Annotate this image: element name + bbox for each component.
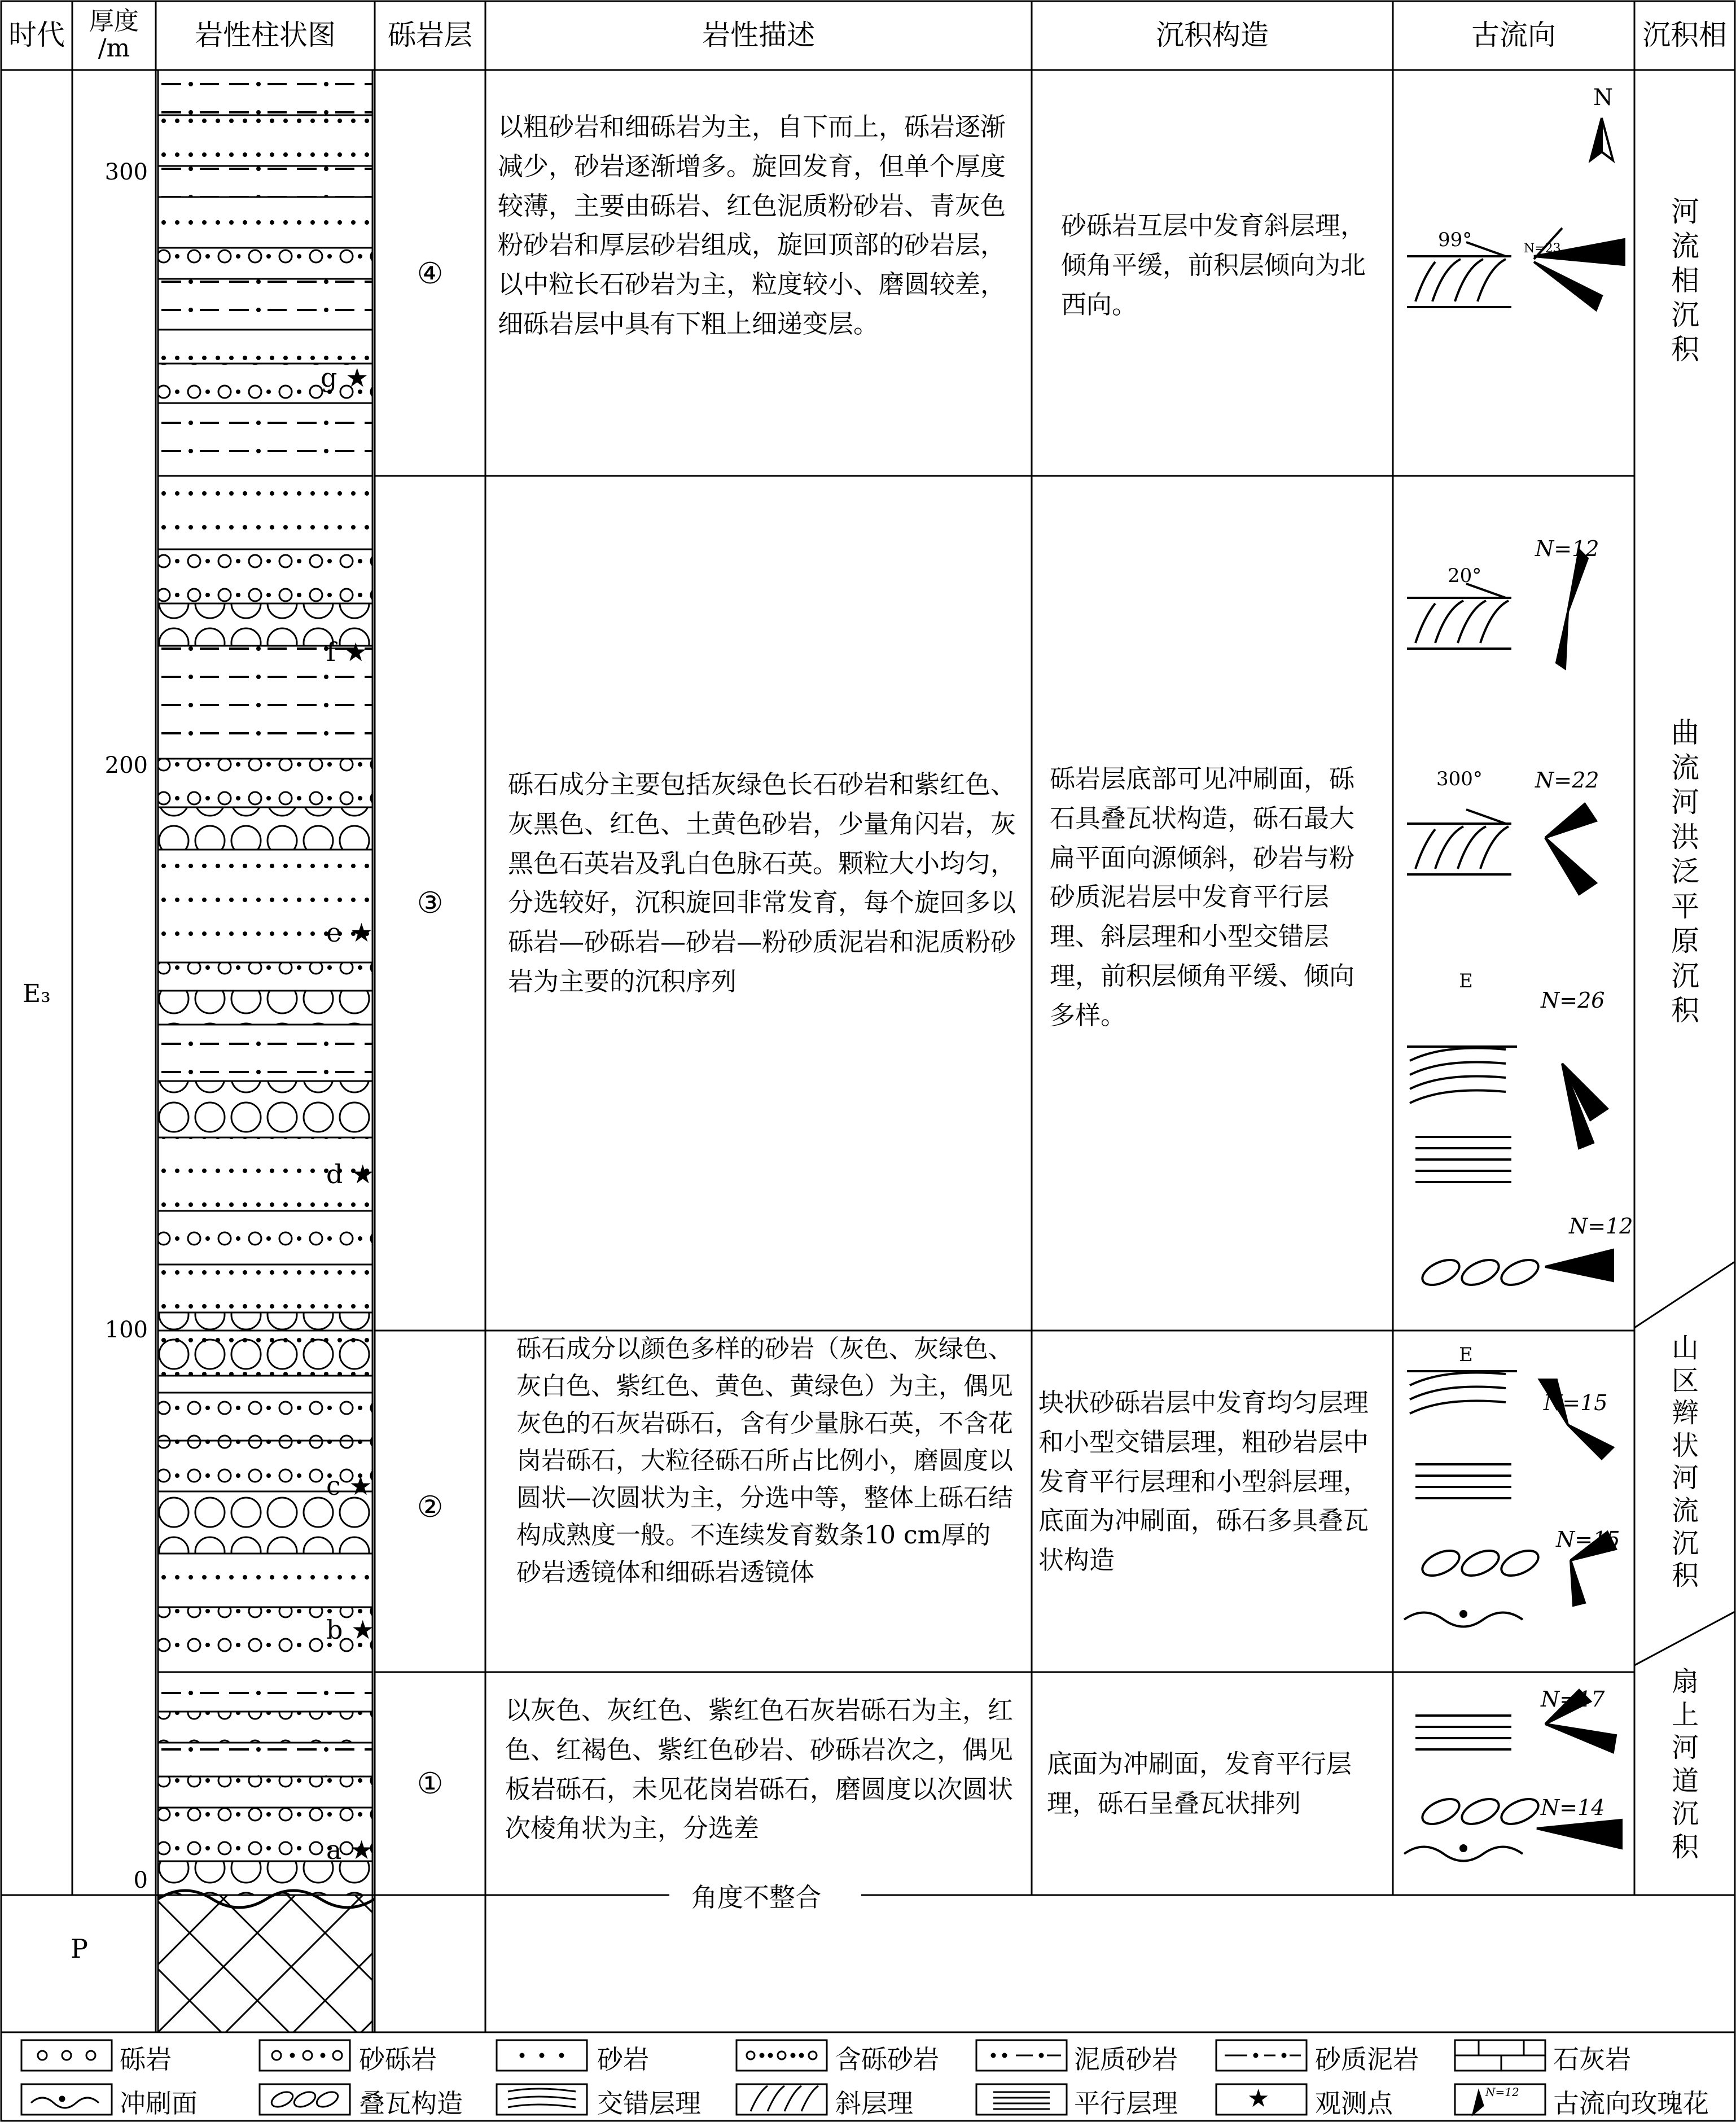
- tick-100: 100: [104, 1317, 148, 1343]
- paleo-n-2-2: N=15: [1556, 1527, 1620, 1552]
- legend-label-rose-diagram: 古流向玫瑰花: [1553, 2088, 1709, 2119]
- paleo-n-2-1: N=15: [1544, 1390, 1608, 1415]
- structure-layer-4: 砂砾岩互层中发育斜层理，倾角平缓，前积层倾向为北西向。: [1061, 211, 1366, 320]
- header-sedimentary-structure: 沉积构造: [1156, 18, 1269, 51]
- header-conglomerate-layer: 砾岩层: [388, 18, 472, 51]
- legend-label-oblique-bedding: 斜层理: [835, 2088, 913, 2119]
- observation-point-f: f ★: [326, 637, 367, 667]
- north-label: N: [1593, 85, 1613, 111]
- header-age: 时代: [8, 18, 65, 51]
- paleo-n-3-1: N=12: [1535, 536, 1599, 561]
- paleo-angle-3-1: 20°: [1448, 565, 1482, 587]
- layer-id-4: ④: [417, 257, 444, 291]
- legend-label-conglomerate: 砾岩: [120, 2044, 172, 2075]
- paleo-angle-4-1: 99°: [1438, 229, 1472, 251]
- description-layer-1: 以灰色、灰红色、紫红色石灰岩砾石为主，红色、红褐色、紫红色砂岩、砂砾岩次之，偶见板岩砾石，未见花岗岩砾石，磨圆度以次圆状次棱角状为主，分选差: [505, 1695, 1014, 1844]
- paleocurrent-column: [1393, 70, 1634, 1895]
- legend-label-imbrication: 叠瓦构造: [359, 2088, 463, 2119]
- facies-layer-1: 扇 上 河 道 沉 积: [1671, 1666, 1699, 1863]
- description-layer-3: 砾石成分主要包括灰绿色长石砂岩和紫红色、灰黑色、红色、土黄色砂岩，少量角闪岩，灰黑色石英岩及乳白色脉石英。颗粒大小均匀，分选较好，沉积旋回非常发育，每个旋回多以砾岩—砂砾岩—砂岩—粉砂质泥岩和泥质粉砂岩为主要的沉积序列: [508, 769, 1016, 996]
- structure-layer-3: 砾岩层底部可见冲刷面，砾石具叠瓦状构造，砾石最大扁平面向源倾斜，砂岩与粉砂质泥岩层中发育平行层理、斜层理和小型交错层理，前积层倾角平缓、倾向多样。: [1050, 764, 1355, 1030]
- structure-layer-2: 块状砂砾岩层中发育均匀层理和小型交错层理，粗砂岩层中发育平行层理和小型斜层理，底面为冲刷面，砾石多具叠瓦状构造: [1038, 1388, 1369, 1575]
- header-paleocurrent: 古流向: [1471, 18, 1556, 51]
- legend-label-pebbly-sandstone: 含砾砂岩: [835, 2044, 939, 2075]
- paleo-n-3-2: N=22: [1535, 768, 1599, 793]
- legend-label-muddy-sandstone: 泥质砂岩: [1074, 2044, 1178, 2075]
- layer-id-2: ②: [417, 1490, 444, 1524]
- legend-label-sandy-conglomerate: 砂砾岩: [359, 2044, 437, 2075]
- header-facies: 沉积相: [1642, 18, 1727, 51]
- structure-layer-1: 底面为冲刷面，发育平行层理，砾石呈叠瓦状排列: [1047, 1749, 1352, 1818]
- header-lithology-column: 岩性柱状图: [195, 18, 336, 51]
- age-e3: E₃: [23, 979, 51, 1008]
- legend-star-icon: ★: [1247, 2084, 1270, 2113]
- facies-layer-3: 曲 流 河 洪 泛 平 原 沉 积: [1671, 716, 1699, 1027]
- legend-label-scour-surface: 冲刷面: [120, 2088, 198, 2119]
- paleo-n-3-3: N=26: [1541, 988, 1605, 1013]
- observation-point-b: b ★: [326, 1615, 375, 1645]
- legend-label-sandy-mudstone: 砂质泥岩: [1315, 2044, 1419, 2075]
- observation-point-d: d ★: [326, 1159, 375, 1189]
- paleo-angle-2-1: E: [1459, 1344, 1473, 1366]
- unconformity-label: 角度不整合: [686, 1877, 827, 1914]
- tick-0: 0: [133, 1867, 148, 1893]
- facies-layer-2: 山 区 辫 状 河 流 沉 积: [1671, 1332, 1699, 1592]
- header-lithology-description: 岩性描述: [702, 18, 815, 51]
- paleo-n-3-4: N=12: [1569, 1214, 1633, 1239]
- paleo-n-1-1: N=17: [1541, 1687, 1605, 1712]
- legend-label-sandstone: 砂岩: [597, 2044, 649, 2075]
- observation-point-g: g ★: [321, 362, 369, 393]
- legend-label-observation-point: 观测点: [1315, 2088, 1393, 2119]
- legend-label-cross-bedding: 交错层理: [597, 2088, 701, 2119]
- layer-id-3: ③: [417, 886, 444, 920]
- age-p: P: [71, 1933, 88, 1964]
- legend-rose-n: N=12: [1485, 2085, 1519, 2099]
- paleo-angle-3-3: E: [1459, 970, 1473, 992]
- layer-id-1: ①: [417, 1767, 444, 1801]
- observation-point-a: a ★: [326, 1835, 374, 1865]
- legend-label-parallel-bedding: 平行层理: [1074, 2088, 1178, 2119]
- description-layer-2: 砾石成分以颜色多样的砂岩（灰色、灰绿色、灰白色、紫红色、黄色、黄绿色）为主，偶见灰色的石灰岩砾石，含有少量脉石英，不含花岗岩砾石，大粒径砾石所占比例小，磨圆度以圆状—次圆状为主，分选中等，整体上砾石结构成熟度一般。不连续发育数条10 cm厚的砂岩透镜体和细砾岩透镜体: [516, 1335, 1013, 1587]
- header-thickness: 厚度 /m: [89, 6, 139, 63]
- tick-300: 300: [104, 159, 148, 185]
- paleo-n-1-2: N=14: [1541, 1795, 1605, 1820]
- observation-point-e: e ★: [326, 917, 374, 948]
- paleo-n-4-1: N=23: [1524, 242, 1561, 256]
- observation-point-c: c ★: [326, 1471, 372, 1501]
- tick-200: 200: [104, 752, 148, 778]
- facies-layer-4: 河 流 相 沉 积: [1671, 195, 1699, 366]
- legend-label-limestone: 石灰岩: [1553, 2044, 1631, 2075]
- description-layer-4: 以粗砂岩和细砾岩为主，自下而上，砾岩逐渐减少，砂岩逐渐增多。旋回发育，但单个厚度较薄，主要由砾岩、红色泥质粉砂岩、青灰色粉砂岩和厚层砂岩组成，旋回顶部的砂岩层，以中粒长石砂岩为主，粒度较小、磨圆较差，细砾岩层中具有下粗上细递变层。: [498, 112, 1006, 339]
- paleo-angle-3-2: 300°: [1436, 768, 1483, 790]
